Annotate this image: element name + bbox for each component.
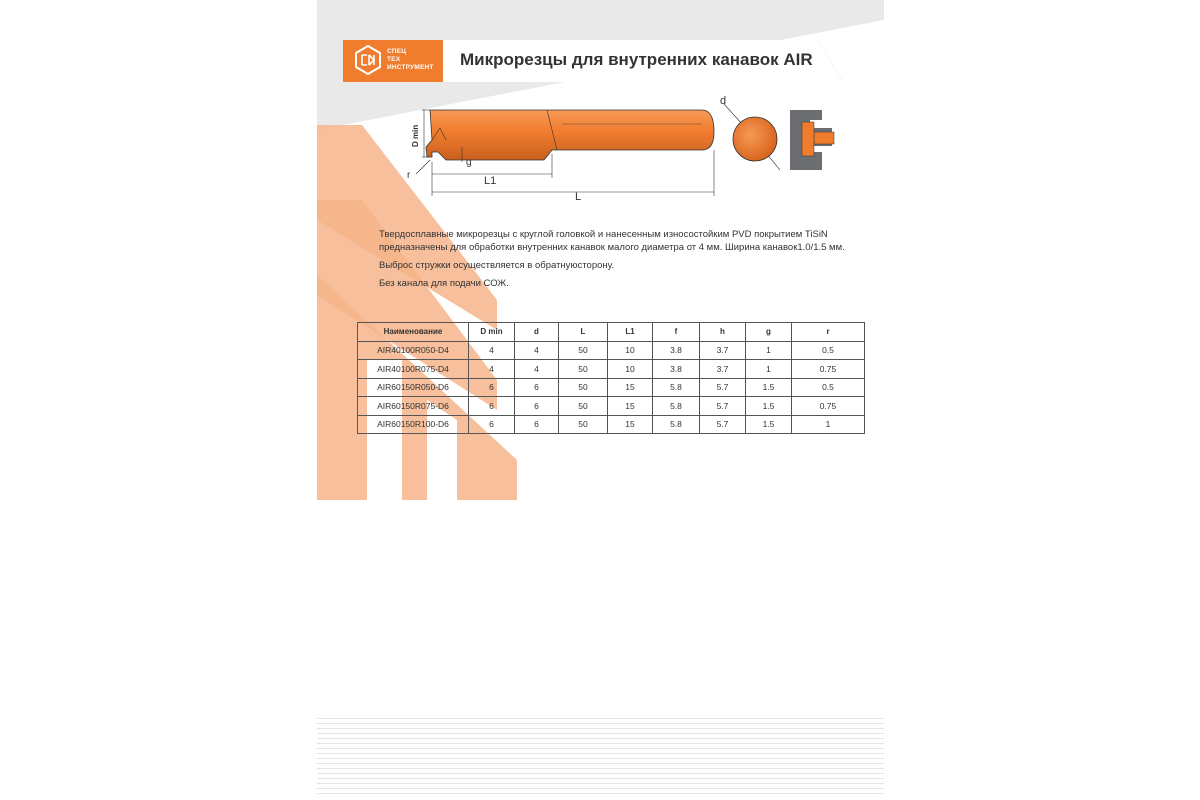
cell: 0.5 [792,378,865,397]
tool-drawing [402,92,842,207]
cell: 50 [559,341,608,360]
cell-name: AIR40100R050-D4 [358,341,469,360]
footer-lines [317,718,884,800]
cell: 50 [559,360,608,379]
cell-name: AIR60150R075-D6 [358,397,469,416]
header-l: L [559,323,608,342]
header-dmin: D min [469,323,515,342]
header-r: r [792,323,865,342]
cell: 3.7 [700,360,746,379]
g-label: g [466,157,472,168]
cell: 3.7 [700,341,746,360]
cell-name: AIR60150R100-D6 [358,415,469,434]
cell: 5.7 [700,415,746,434]
cell: 4 [515,360,559,379]
cell-name: AIR60150R050-D6 [358,378,469,397]
cell: 15 [608,397,653,416]
cell: 3.8 [653,341,700,360]
header-l1: L1 [608,323,653,342]
header-h: h [700,323,746,342]
header-f: f [653,323,700,342]
cell: 1.5 [746,397,792,416]
groove-profile [790,110,834,170]
cell: 10 [608,360,653,379]
cell: 1 [792,415,865,434]
cell: 10 [608,341,653,360]
cell: 5.8 [653,397,700,416]
description [379,228,849,295]
description-paragraph: Выброс стружки осуществляется в обратнуюсторону. [379,260,615,271]
header-g: g [746,323,792,342]
d-label: d [720,95,727,107]
cell: 5.8 [653,378,700,397]
table-header-row [358,323,865,342]
cell: 0.75 [792,397,865,416]
cell: 15 [608,378,653,397]
table-row [358,341,865,360]
description-paragraph: Без канала для подачи СОЖ. [379,278,509,289]
cell: 1 [746,360,792,379]
cell: 6 [515,415,559,434]
cell: 50 [559,397,608,416]
cell: 5.7 [700,378,746,397]
header-d: d [515,323,559,342]
tool-side-view [426,110,714,160]
page-title: Микрорезцы для внутренних канавок AIR [460,50,813,69]
cell: 0.5 [792,341,865,360]
table-row [358,378,865,397]
dmin-label: D min [411,124,420,147]
cell: 1.5 [746,378,792,397]
cell: 15 [608,415,653,434]
spec-table [357,322,865,434]
cell: 6 [515,378,559,397]
cell: 5.8 [653,415,700,434]
cell: 4 [469,341,515,360]
cell-name: AIR40100R075-D4 [358,360,469,379]
cell: 6 [469,378,515,397]
logo-line: ТЕХ [387,56,401,63]
cell: 6 [469,397,515,416]
logo-wordmark [387,48,434,72]
table-row [358,397,865,416]
description-paragraph: Твердосплавные микрорезцы с круглой головкой и нанесенным износостойким PVD покрытием TiSiN предназначены для обработки внутренних канавок малого диаметра от 4 мм. Ширина канавок1.0/1.5 мм. [379,229,845,253]
company-logo-icon [353,45,383,75]
cell: 6 [469,415,515,434]
cell: 1.5 [746,415,792,434]
cell: 5.7 [700,397,746,416]
catalog-page [317,0,884,800]
table-row [358,415,865,434]
l1-label: L1 [484,175,497,187]
logo-line: СПЕЦ [387,48,407,55]
logo-line: ИНСТРУМЕНТ [387,64,434,71]
cell: 4 [515,341,559,360]
table-row [358,360,865,379]
cell: 4 [469,360,515,379]
cell: 50 [559,415,608,434]
cell: 3.8 [653,360,700,379]
cell: 0.75 [792,360,865,379]
cell: 50 [559,378,608,397]
cell: 6 [515,397,559,416]
r-label: r [407,170,411,181]
l-label: L [575,191,582,203]
cell: 1 [746,341,792,360]
tool-end-view [733,117,777,161]
header-name: Наименование [358,323,469,342]
